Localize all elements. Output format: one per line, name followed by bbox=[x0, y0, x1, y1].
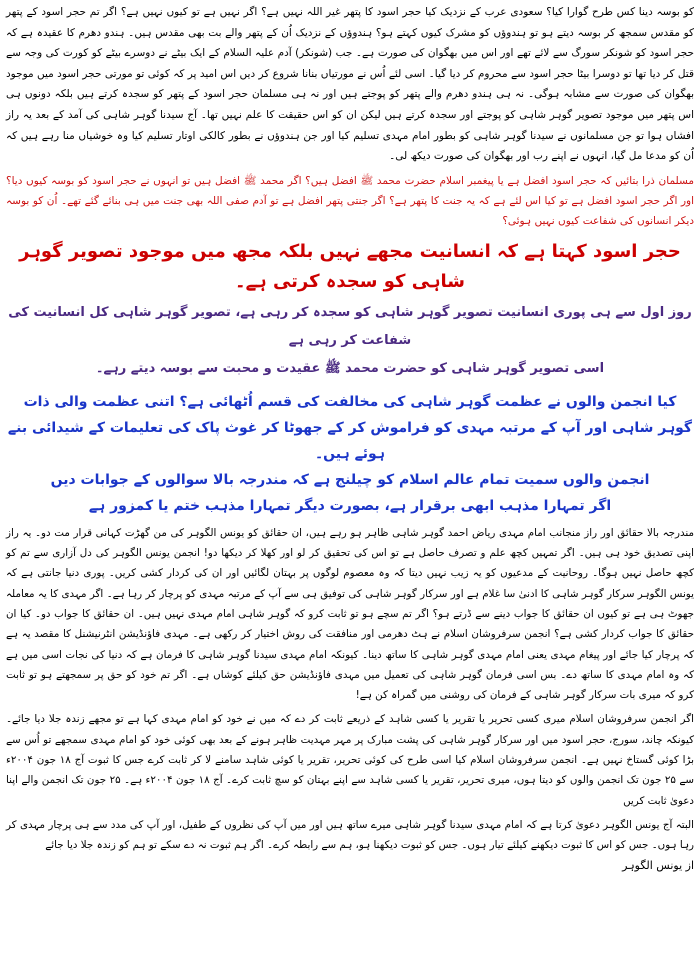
body-paragraph-2: اگر انجمن سرفروشان اسلام میری کسی تحریر یا تقریر یا کسی شاہد کے ذریعے ثابت کر دے کہ میں نے خود کو امام مہدی کہا ہے تو مجھے زندہ جلا دیا جائے۔ کیونکہ چاند، سورج، حجر اسود میں اور سرکار گوہر شاہی کی پشت مبارک پر مہر مہدیت ظاہر ہونے کے بعد بھی کوئی خود کو امام مہدی سمجھے تو اُس سے بڑا کوئی گستاخ نہیں ہے۔ انجمن سرفروشان اسلام کیا اسی طرح کی کوئی تحریر، تقریر یا کوئی شاہد سامنے لا کر ثابت کرے جس کا ثبوت آج ۱۸ جون ۲۰۰۴ء سے ۲۵ جون تک انجمن والوں کو دیتا ہوں، میری تحریر، تقریر یا کسی شاہد سے اپنے بہتان کو سچ ثابت کرے۔ آج ۱۸ جون ۲۰۰۴ء ہے۔ ۲۵ جون تک انجمن والے اپنا دعویٰ ثابت کریں bbox=[6, 713, 695, 807]
author-signature: از یونس الگوہر bbox=[622, 858, 694, 872]
challenge-line-3: اگر تمہارا مذہب ابھی برقرار ہے، بصورت دیگر تمہارا مذہب ختم یا کمزور ہے bbox=[88, 497, 612, 514]
highlight-line-1: روز اول سے ہی پوری انسانیت تصویر گوہر شاہی کو سجدہ کر رہی ہے، تصویر گوہر شاہی کل انسانیت کی شفاعت کر رہی ہے bbox=[8, 304, 692, 348]
body-paragraph-3: البتہ آج یونس الگوہر دعویٰ کرتا ہے کہ امام مہدی سیدنا گوہر شاہی میرے ساتھ ہیں اور میں آپ کی نظروں کے طفیل، اور آپ کی مدد سے ہی پرچار مہدی کر رہا ہوں۔ جس کو اس کا ثبوت دیکھنے کیلئے تیار ہوں۔ جس کو ثبوت دیکھنا ہو، ہم سے رابطہ کرے۔ اگر ہم ثبوت نہ دے سکے تو ہم کو زندہ جلا دیا جائے bbox=[6, 818, 694, 852]
body-paragraph-1: مندرجہ بالا حقائق اور راز منجانب امام مہدی ریاض احمد گوہر شاہی ظاہر ہو رہے ہیں، ان حقائق کو یونس الگوہر کی من گھڑت کہانی قرار مت دو۔ یہ راز اپنی تصدیق خود ہی ہیں۔ اگر تمہیں کچھ علم و تصرف حاصل ہے تو اس کی تحقیق کر لو اور کھلا کر دیکھا دو! انجمن یونس الگوہر کی دل آزاری سے تم کو کچھ حاصل نہیں ہوگا۔ روحانیت کے مدعیوں کو یہ زیب نہیں دیتا کہ وہ معصوم لوگوں پر بہتان لگائیں اور ان کی کردار کشی کریں۔ پوری دنیا جانتی ہے کہ یونس الگوہر سرکار گوہر شاہی کا ادنیٰ سا غلام ہے اور سرکار گوہر شاہی کی توفیق ہی سے آپ کے مرتبہ مہدی کو پرچار کر رہا ہے۔ اگر مہدی کا یہ معاملہ جھوٹ ہی ہے تو کیوں ان حقائق کا جواب دینے سے ڈرتے ہو؟ اگر تم سچے ہو تو ثابت کرو کہ گوہر شاہی امام مہدی نہیں ہیں۔ ان حقائق کا جواب دو۔ کیا ان حقائق کا جواب کردار کشی ہے؟ انجمن سرفروشان اسلام نے ہٹ دھرمی اور منافقت کی روش اختیار کر رکھی ہے۔ مہدی فاؤنڈیشن انٹرنیشنل کا مقصد یہ ہے کہ پرچار کیا جائے اور پیغام مہدی یعنی امام مہدی گوہر شاہی کا ساتھ دینا۔ کیونکہ امام مہدی سیدنا گوہر شاہی کا فرمان ہے کہ دنیا کی نجات اسی میں ہے کہ وہ امام مہدی کا ساتھ دے۔ بس اسی فرمان گوہر شاہی کی تعمیل میں مہدی فاؤنڈیشن حق کیلئے کوشاں ہے۔ اگر تم خود کو حق پر سمجھتے ہو تو ثابت کرو کہ میری بات سرکار گوہر شاہی کے فرمان کی روشنی میں گمراہ کن ہے! bbox=[6, 526, 694, 702]
question-paragraph: مسلمان ذرا بتائیں کہ حجر اسود افضل ہے یا پیغمبر اسلام حضرت محمد ﷺ افضل ہیں؟ اگر محمد ﷺ افضل ہیں تو انہوں نے حجر اسود کو بوسہ کیوں دیا؟ اور اگر حجر اسود افضل ہے تو کیا اس لئے ہے کہ یہ جنت کا پتھر ہے؟ اگر جنتی پتھر افضل ہے تو آدم صفی اللہ بھی جنت میں ہی بنائے گئے تھے۔ اُن کو بوسہ دیکر انسانوں کی شفاعت کیوں نہیں ہوئی؟ bbox=[6, 174, 694, 227]
challenge-line-1: کیا انجمن والوں نے عظمت گوہر شاہی کی مخالفت کی قسم اُٹھائی ہے؟ اتنی عظمت والی ذات گوہر شاہی اور آپ کے مرتبہ مہدی کو فراموش کر کے جھوٹا کر غوث پاک کی تعلیمات کے شیدائی بنے ہوئے ہیں۔ bbox=[7, 393, 693, 462]
highlight-line-2: اسی تصویر گوہر شاہی کو حضرت محمد ﷺ عقیدت و محبت سے بوسہ دیتے رہے۔ bbox=[95, 360, 605, 376]
challenge-line-2: انجمن والوں سمیت تمام عالم اسلام کو چیلنج ہے کہ مندرجہ بالا سوالوں کے جوابات دیں bbox=[50, 471, 650, 488]
intro-paragraph: کو بوسہ دینا کس طرح گوارا کیا؟ سعودی عرب کے نزدیک کیا حجر اسود کا پتھر غیر اللہ نہیں ہے؟ اگر نہیں ہے تو کیوں نہیں ہے؟ اگر تم حجر اسود کے پتھر کو مقدس سمجھ کر بوسہ دیتے ہو تو ہندوؤں کو مشرک کیوں کہتے ہو؟ ہندوؤں کے نزدیک اُن کے پتھر والے بت بھی مقدس ہیں۔ ہندو دھرم کا عقیدہ ہے کہ حجر اسود کو شونکر سورگ سے لائے تھے اور اس میں بھگوان کی صورت ہے۔ جب (شونکر) آدم علیہ السلام کے ایک بیٹے نے دوسرے بیٹے کو کورت کی وجہ سے قتل کر دیا تھا تو دوسرا بیٹا حجر اسود سے محروم کر دیا گیا۔ اسی لئے اُس نے مورتیاں بنانا شروع کر دیں اس امید پر کہ کوئی تو مورتی حجر اسود میں موجود بھگوان کی صورت سے مشابہ ہوگی۔ نہ ہی ہندو دھرم والے پتھر کو پوجتے ہیں اور نہ ہی مسلمان حجر اسود کے پتھر کو سجدہ کرتے ہیں بلکہ دونوں ہی اس پتھر میں موجود تصویر گوہر شاہی کو پوجتے اور سجدہ کرتے ہیں لیکن ان کو اس حقیقت کا علم نہیں تھا۔ آج سیدنا گوہر شاہی کی آمد کے بعد یہ راز افشاں ہوا تو جن مسلمانوں نے سیدنا گوہر شاہی کو بطور امام مہدی تسلیم کیا اور جن ہندوؤں نے بطور کالکی اوتار تسلیم کیا وہ خوشیاں منا رہے ہیں کہ اُن کو مدعا مل گیا، انہوں نے اپنے رب اور بھگوان کی صورت دیکھ لی۔ bbox=[6, 6, 694, 163]
headline: حجر اسود کہتا ہے کہ انسانیت مجھے نہیں بلکہ مجھ میں موجود تصویر گوہر شاہی کو سجدہ کرتی ہے۔ bbox=[19, 240, 681, 292]
